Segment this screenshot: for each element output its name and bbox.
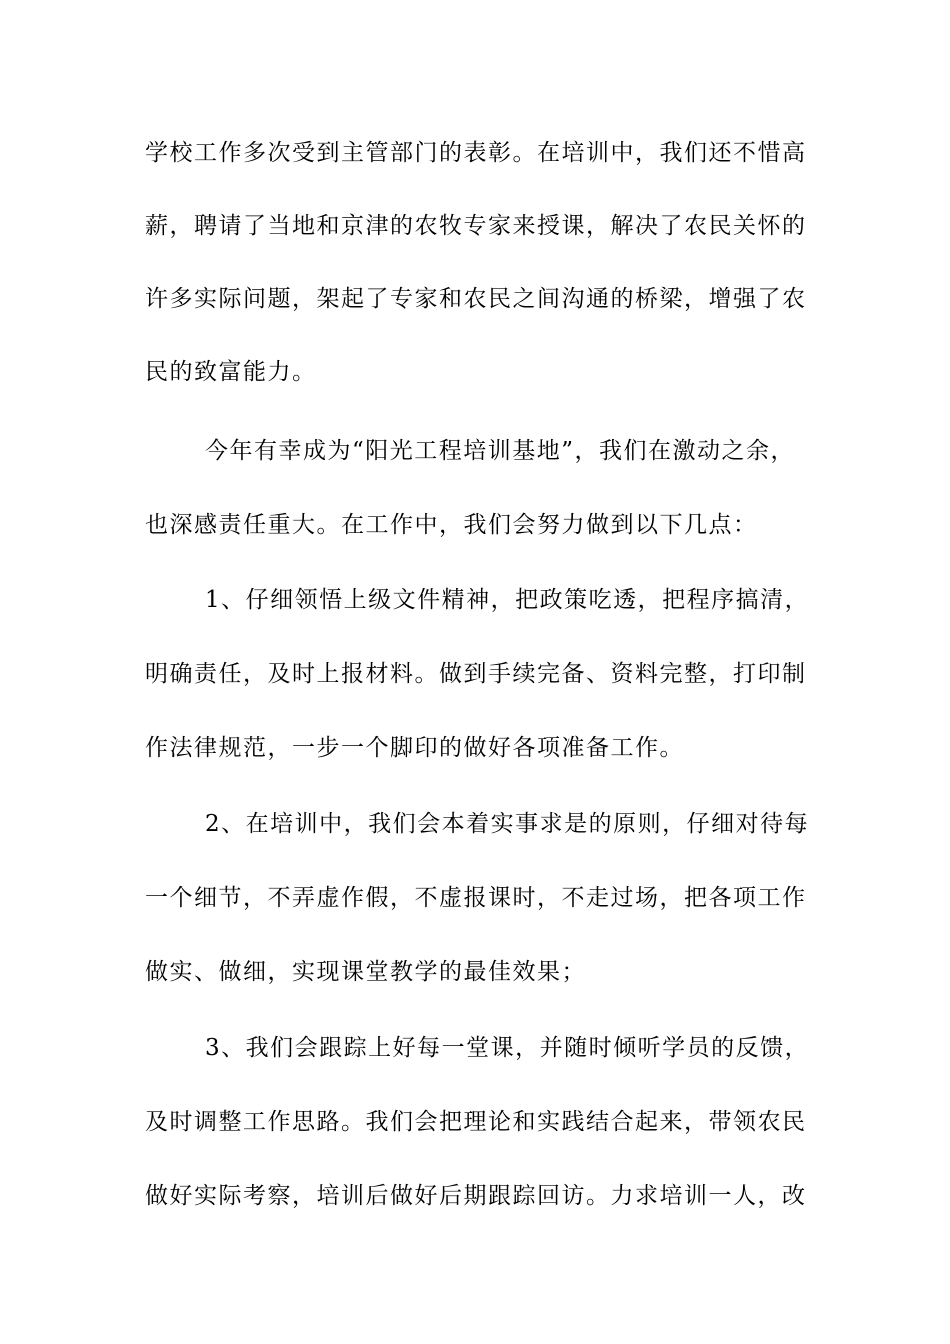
text-line: 明确责任，及时上报材料。做到手续完备、资料完整，打印制 [145, 661, 807, 687]
text-line: 作法律规范，一步一个脚印的做好各项准备工作。 [145, 735, 684, 761]
text-line: 学校工作多次受到主管部门的表彰。在培训中，我们还不惜高 [145, 140, 807, 166]
text-line: 做好实际考察，培训后做好后期跟踪回访。力求培训一人，改 [145, 1183, 807, 1209]
text-line: 1、仔细领悟上级文件精神，把政策吃透，把程序搞清， [205, 587, 810, 613]
text-line: 及时调整工作思路。我们会把理论和实践结合起来，带领农民 [145, 1109, 807, 1135]
text-line: 今年有幸成为“阳光工程培训基地”，我们在激动之余， [205, 438, 796, 464]
text-line: 也深感责任重大。在工作中，我们会努力做到以下几点： [145, 512, 758, 538]
text-line: 做实、做细，实现课堂教学的最佳效果； [145, 959, 586, 985]
text-line: 许多实际问题，架起了专家和农民之间沟通的桥梁，增强了农 [145, 286, 807, 312]
text-line: 3、我们会跟踪上好每一堂课，并随时倾听学员的反馈， [205, 1035, 810, 1061]
text-line: 薪，聘请了当地和京津的农牧专家来授课，解决了农民关怀的 [145, 213, 807, 239]
text-line: 一个细节，不弄虚作假，不虚报课时，不走过场，把各项工作 [145, 885, 807, 911]
text-line: 民的致富能力。 [145, 359, 317, 385]
text-line: 2、在培训中，我们会本着实事求是的原则，仔细对待每 [205, 811, 810, 837]
